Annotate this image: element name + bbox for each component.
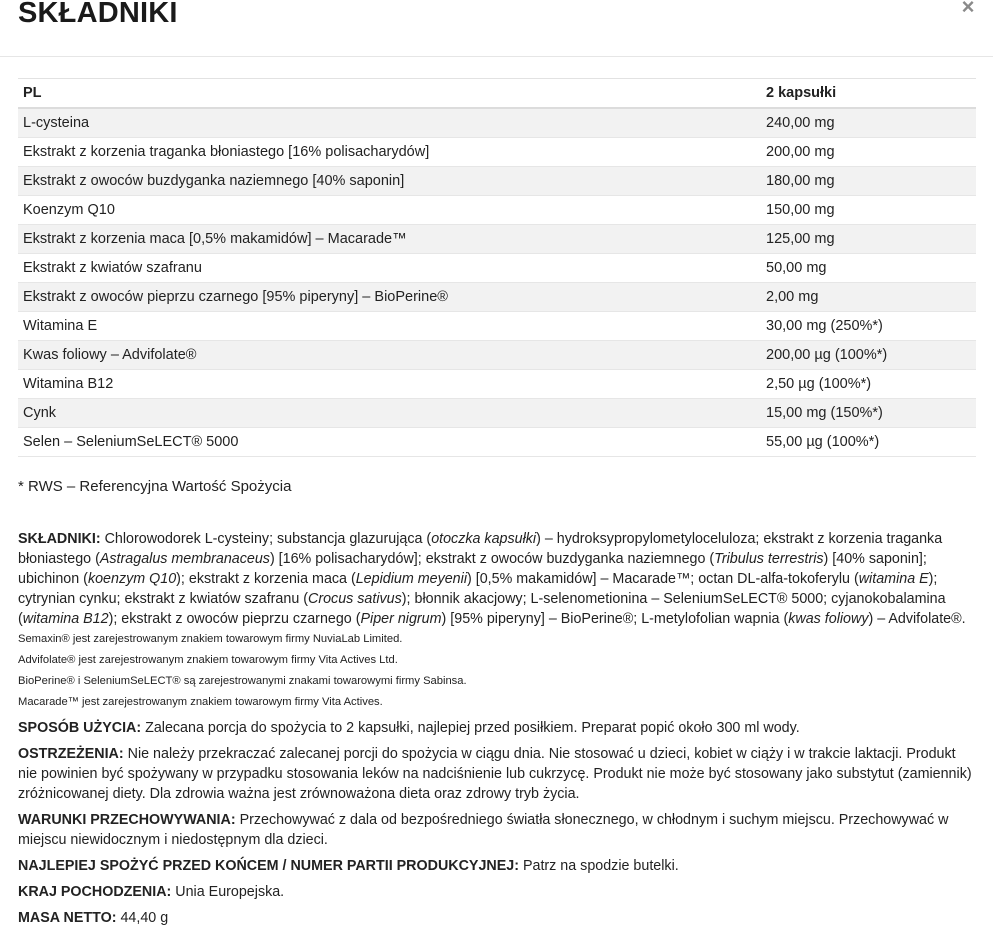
ingredient-name: Selen – SeleniumSeLECT® 5000 xyxy=(23,434,239,450)
table-row xyxy=(18,225,976,254)
ingredient-name: L-cysteina xyxy=(23,115,90,131)
usage-paragraph xyxy=(18,718,976,738)
origin-label: KRAJ POCHODZENIA: xyxy=(18,884,172,900)
ingredient-name: Ekstrakt z owoców buzdyganka naziemnego [40% saponin] xyxy=(23,173,405,189)
composition-label: SKŁADNIKI: xyxy=(18,531,101,547)
table-row xyxy=(18,341,976,370)
ingredient-amount: 50,00 mg xyxy=(766,260,827,276)
composition-italic: Astragalus membranaceus xyxy=(99,551,270,567)
ingredient-amount: 2,00 mg xyxy=(766,289,819,305)
product-details xyxy=(18,529,976,928)
composition-text: ); cytrynian cynku; ekstrakt z kwiatów szafranu ( xyxy=(18,571,938,607)
composition-text: ); ekstrakt z owoców pieprzu czarnego ( xyxy=(108,611,361,627)
best-before-paragraph xyxy=(18,856,976,876)
table-row xyxy=(18,167,976,196)
net-mass-paragraph xyxy=(18,908,976,928)
usage-text: Zalecana porcja do spożycia to 2 kapsułki, najlepiej przed posiłkiem. Preparat popić około 300 ml wody. xyxy=(141,720,800,736)
best-before-label: NAJLEPIEJ SPOŻYĆ PRZED KOŃCEM / NUMER PARTII PRODUKCYJNEJ: xyxy=(18,858,519,874)
table-row xyxy=(18,254,976,283)
composition-italic: Crocus sativus xyxy=(308,591,402,607)
table-row xyxy=(18,283,976,312)
composition-text: ); błonnik akacjowy; L-selenometionina – SeleniumSeLECT® 5000; cyjanokobalamina ( xyxy=(18,591,946,627)
ingredient-amount: 125,00 mg xyxy=(766,231,835,247)
ingredient-name: Ekstrakt z korzenia maca [0,5% makamidów] – Macarade™ xyxy=(23,231,407,247)
table-header-row xyxy=(18,79,976,109)
ingredients-table xyxy=(18,78,976,457)
composition-text: ) – hydroksypropylometyloceluloza; ekstrakt z korzenia traganka błoniastego ( xyxy=(18,531,943,567)
ingredient-amount: 30,00 mg (250%*) xyxy=(766,318,883,334)
warnings-label: OSTRZEŻENIA: xyxy=(18,746,124,762)
composition-text: ) [0,5% makamidów] – Macarade™; octan DL-alfa-tokoferylu ( xyxy=(467,571,859,587)
composition-paragraph xyxy=(18,529,976,629)
origin-text: Unia Europejska. xyxy=(171,884,285,900)
table-row xyxy=(18,196,976,225)
close-icon[interactable]: × xyxy=(961,0,975,19)
ingredient-amount: 55,00 µg (100%*) xyxy=(766,434,880,450)
table-row xyxy=(18,108,976,138)
column-header-amount: 2 kapsułki xyxy=(766,85,837,101)
ingredient-name: Witamina B12 xyxy=(23,376,114,392)
net-mass-text: 44,40 g xyxy=(116,910,169,926)
origin-paragraph xyxy=(18,882,976,902)
rws-footnote: * RWS – Referencyjna Wartość Spożycia xyxy=(18,478,292,495)
table-row xyxy=(18,428,976,457)
trademark-note: Advifolate® jest zarejestrowanym znakiem towarowym firmy Vita Actives Ltd. xyxy=(18,654,398,666)
composition-italic: koenzym Q10 xyxy=(87,571,177,587)
warnings-text: Nie należy przekraczać zalecanej porcji do spożycia w ciągu dnia. Nie stosować u dzieci, kobiet w ciąży i w trakcie laktacji. Produkt nie powinien być spożywany w przypadku stosowania leków na nadciśnienie lub cukrzycę. Produkt nie może być stosowany jako substytut (zamiennik) zróżnicowanej diety. Dla zdrowia ważna jest zrównoważona dieta oraz zdrowy tryb życia. xyxy=(18,746,972,802)
ingredient-amount: 180,00 mg xyxy=(766,173,835,189)
table-row xyxy=(18,370,976,399)
ingredient-amount: 15,00 mg (150%*) xyxy=(766,405,883,421)
composition-text: ) [95% piperyny] – BioPerine®; L-metylofolian wapnia ( xyxy=(441,611,789,627)
best-before-text: Patrz na spodzie butelki. xyxy=(518,858,679,874)
usage-label: SPOSÓB UŻYCIA: xyxy=(18,720,142,736)
storage-text: Przechowywać z dala od bezpośredniego światła słonecznego, w chłodnym i suchym miejscu. Przechowywać w miejscu niewidocznym i niedostępnym dla dzieci. xyxy=(18,812,949,848)
storage-paragraph xyxy=(18,810,976,850)
composition-italic: kwas foliowy xyxy=(788,611,869,627)
ingredient-amount: 2,50 µg (100%*) xyxy=(766,376,872,392)
composition-italic: Piper nigrum xyxy=(360,611,442,627)
ingredient-amount: 200,00 µg (100%*) xyxy=(766,347,888,363)
net-mass-label: MASA NETTO: xyxy=(18,910,117,926)
composition-text: ) – Advifolate®. xyxy=(868,611,966,627)
warnings-paragraph xyxy=(18,744,976,804)
ingredient-name: Ekstrakt z owoców pieprzu czarnego [95% piperyny] – BioPerine® xyxy=(23,289,448,305)
page-title: SKŁADNIKI xyxy=(18,0,178,29)
ingredient-name: Ekstrakt z korzenia traganka błoniastego [16% polisacharydów] xyxy=(23,144,430,160)
ingredient-amount: 200,00 mg xyxy=(766,144,835,160)
table-row xyxy=(18,138,976,167)
table-row xyxy=(18,312,976,341)
ingredient-name: Cynk xyxy=(23,405,57,421)
composition-text: Chlorowodorek L-cysteiny; substancja glazurująca ( xyxy=(100,531,432,547)
composition-text: ) [16% polisacharydów]; ekstrakt z owoców buzdyganka naziemnego ( xyxy=(269,551,715,567)
composition-italic: Lepidium meyenii xyxy=(355,571,467,587)
trademark-note: Macarade™ jest zarejestrowanym znakiem towarowym firmy Vita Actives. xyxy=(18,696,383,708)
column-header-name: PL xyxy=(23,85,42,101)
ingredient-name: Kwas foliowy – Advifolate® xyxy=(23,347,197,363)
table-row xyxy=(18,399,976,428)
storage-label: WARUNKI PRZECHOWYWANIA: xyxy=(18,812,236,828)
ingredient-amount: 240,00 mg xyxy=(766,115,835,131)
composition-italic: Tribulus terrestris xyxy=(714,551,824,567)
composition-italic: witamina B12 xyxy=(22,611,109,627)
ingredient-name: Koenzym Q10 xyxy=(23,202,115,218)
composition-italic: witamina E xyxy=(858,571,929,587)
trademark-note: Semaxin® jest zarejestrowanym znakiem towarowym firmy NuviaLab Limited. xyxy=(18,633,403,645)
ingredient-name: Ekstrakt z kwiatów szafranu xyxy=(23,260,202,276)
ingredient-amount: 150,00 mg xyxy=(766,202,835,218)
composition-italic: otoczka kapsułki xyxy=(431,531,537,547)
composition-text: ); ekstrakt z korzenia maca ( xyxy=(176,571,356,587)
composition-text: ) [40% saponin]; ubichinon ( xyxy=(18,551,927,587)
ingredient-name: Witamina E xyxy=(23,318,98,334)
header-divider xyxy=(0,56,993,57)
trademark-note: BioPerine® i SeleniumSeLECT® są zarejestrowanymi znakami towarowymi firmy Sabinsa. xyxy=(18,675,467,687)
